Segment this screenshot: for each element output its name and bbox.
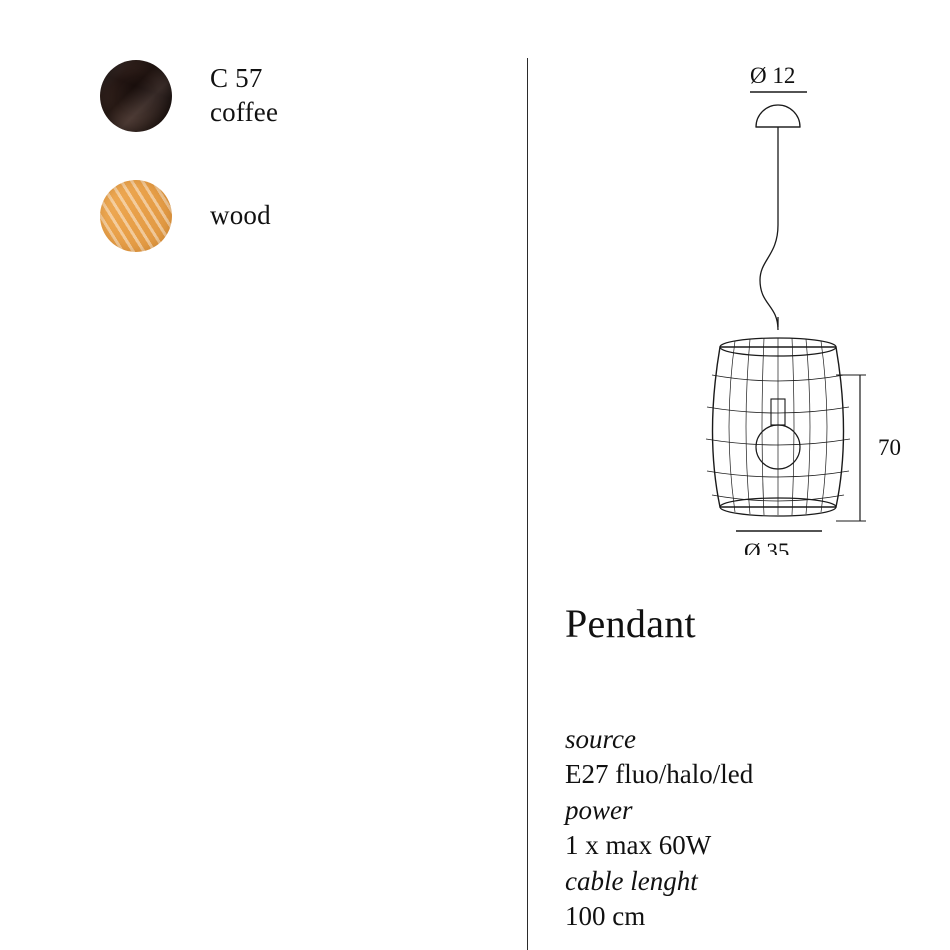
spec-value: E27 fluo/halo/led: [565, 758, 754, 789]
shade-ribs: [729, 338, 827, 515]
finish-label: [210, 62, 278, 130]
wood-swatch: [100, 180, 172, 252]
height-dimension-label: 70: [878, 435, 901, 460]
spec-label: source: [565, 724, 636, 754]
spec-label: power: [565, 795, 633, 826]
cable: [760, 127, 778, 330]
finish-label: [210, 199, 271, 233]
specs-list: [565, 722, 753, 935]
spec-value: 1 x max 60W: [565, 829, 712, 860]
spec-value: 100 cm: [565, 900, 646, 931]
technical-drawing: [560, 55, 940, 555]
list-item: [100, 60, 480, 132]
canopy: [756, 105, 800, 127]
finish-code: C 57: [210, 63, 263, 94]
spec-label: cable lenght: [565, 866, 698, 897]
page-title: Pendant: [565, 601, 696, 646]
bottom-dimension-label: Ø 35: [744, 539, 790, 555]
vertical-divider: [527, 58, 528, 950]
finishes-list: [100, 60, 480, 300]
top-dimension-label: Ø 12: [750, 63, 796, 88]
finish-name: coffee: [210, 97, 279, 127]
coffee-swatch: [100, 60, 172, 132]
finish-name: wood: [210, 200, 271, 231]
list-item: [100, 180, 480, 252]
pendant-lamp-drawing: [560, 55, 940, 555]
